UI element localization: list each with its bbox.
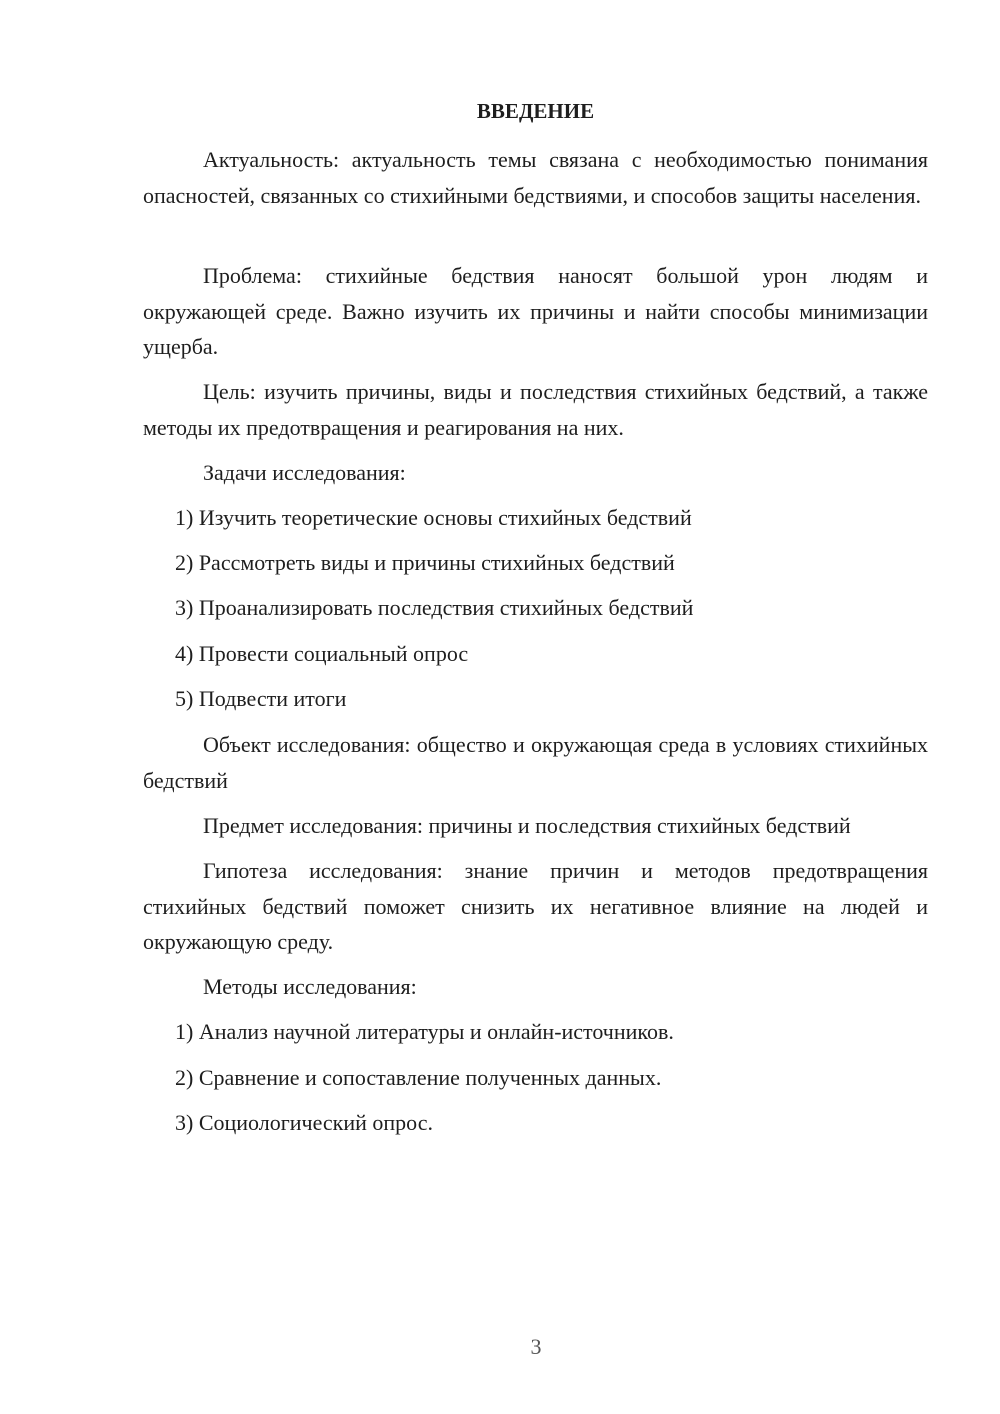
method-item: 3) Социологический опрос. [175,1110,433,1135]
problem-paragraph: Проблема: стихийные бедствия наносят большой урон людям и окружающей среде. Важно изучить их причины и найти способы минимизации ущерба. [143,263,928,359]
method-item: 1) Анализ научной литературы и онлайн-источников. [175,1019,674,1044]
methods-heading: Методы исследования: [203,974,417,999]
hypothesis-paragraph: Гипотеза исследования: знание причин и методов предотвращения стихийных бедствий поможет снизить их негативное влияние на людей и окружающую среду. [143,858,928,954]
task-item: 1) Изучить теоретические основы стихийных бедствий [175,505,692,530]
subject-paragraph: Предмет исследования: причины и последствия стихийных бедствий [203,813,851,838]
task-item: 4) Провести социальный опрос [175,641,469,666]
page-number: 3 [530,1334,542,1359]
relevance-paragraph: Актуальность: актуальность темы связана с необходимостью понимания опасностей, связанных со стихийными бедствиями, и способов защиты населения. [143,147,928,208]
object-paragraph: Объект исследования: общество и окружающая среда в условиях стихийных бедствий [143,732,928,793]
task-item: 3) Проанализировать последствия стихийных бедствий [175,595,694,620]
section-heading: ВВЕДЕНИЕ [476,99,595,123]
goal-paragraph: Цель: изучить причины, виды и последствия стихийных бедствий, а также методы их предотвращения и реагирования на них. [143,379,928,440]
task-item: 2) Рассмотреть виды и причины стихийных бедствий [175,550,675,575]
method-item: 2) Сравнение и сопоставление полученных данных. [175,1065,662,1090]
task-item: 5) Подвести итоги [175,686,347,711]
tasks-heading: Задачи исследования: [203,460,406,485]
